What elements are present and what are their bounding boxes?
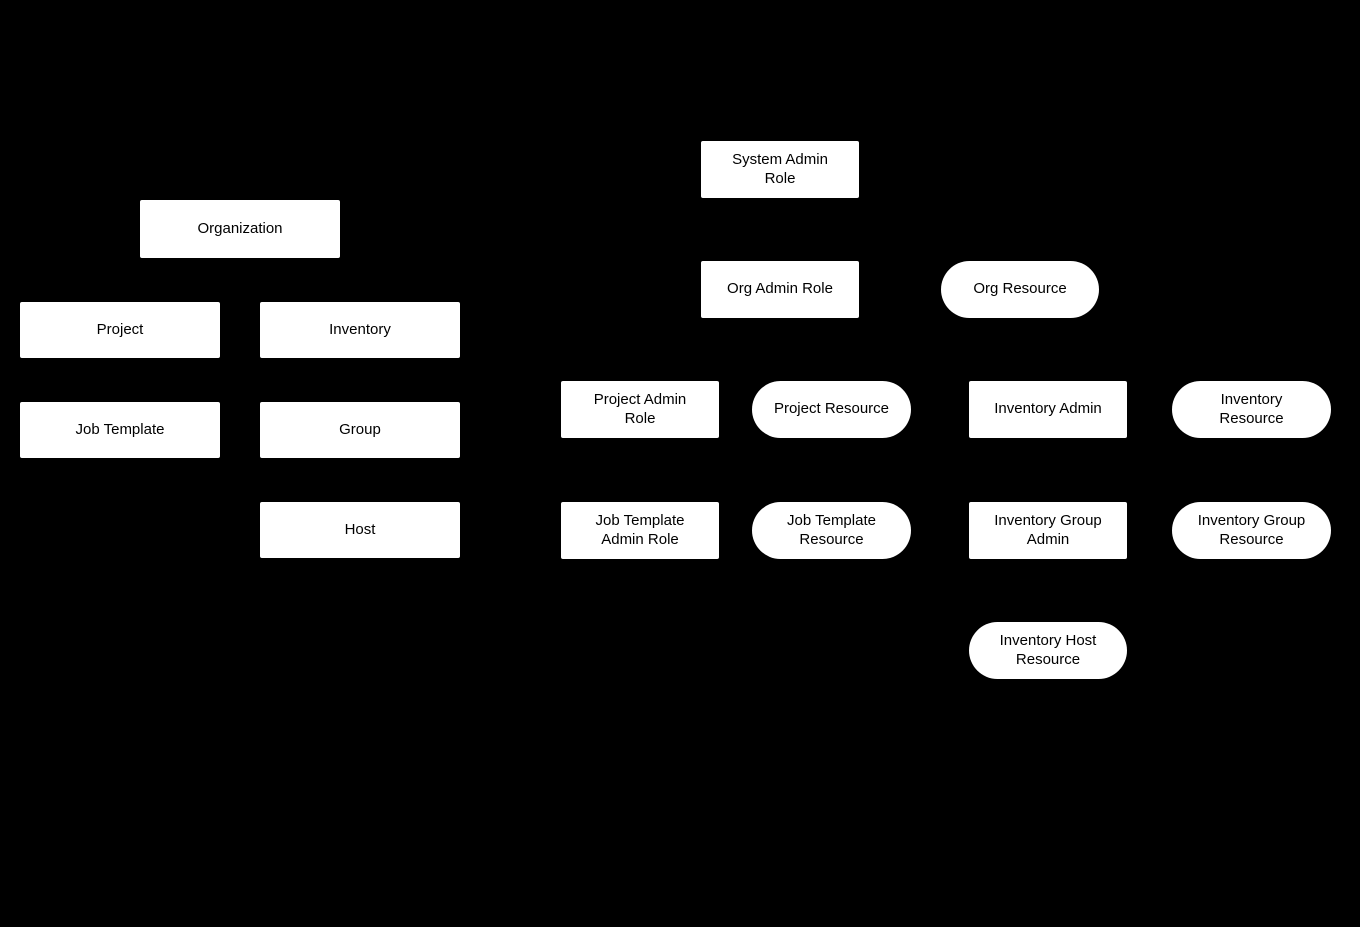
node-inventory-admin[interactable]: Inventory Admin xyxy=(969,381,1127,438)
node-org-admin-role[interactable]: Org Admin Role xyxy=(701,261,859,318)
node-system-admin-role[interactable]: System Admin Role xyxy=(701,141,859,198)
node-job-template-admin-role[interactable]: Job Template Admin Role xyxy=(561,502,719,559)
node-project[interactable]: Project xyxy=(20,302,220,358)
node-project-admin-role[interactable]: Project Admin Role xyxy=(561,381,719,438)
node-group[interactable]: Group xyxy=(260,402,460,458)
node-job-template[interactable]: Job Template xyxy=(20,402,220,458)
node-inventory-host-resource[interactable]: Inventory Host Resource xyxy=(969,622,1127,679)
node-org-resource[interactable]: Org Resource xyxy=(941,261,1099,318)
node-host[interactable]: Host xyxy=(260,502,460,558)
node-inventory-group-admin[interactable]: Inventory Group Admin xyxy=(969,502,1127,559)
node-inventory-group-resource[interactable]: Inventory Group Resource xyxy=(1172,502,1331,559)
node-project-resource[interactable]: Project Resource xyxy=(752,381,911,438)
node-organization[interactable]: Organization xyxy=(140,200,340,258)
node-inventory-resource[interactable]: Inventory Resource xyxy=(1172,381,1331,438)
node-inventory[interactable]: Inventory xyxy=(260,302,460,358)
node-job-template-resource[interactable]: Job Template Resource xyxy=(752,502,911,559)
